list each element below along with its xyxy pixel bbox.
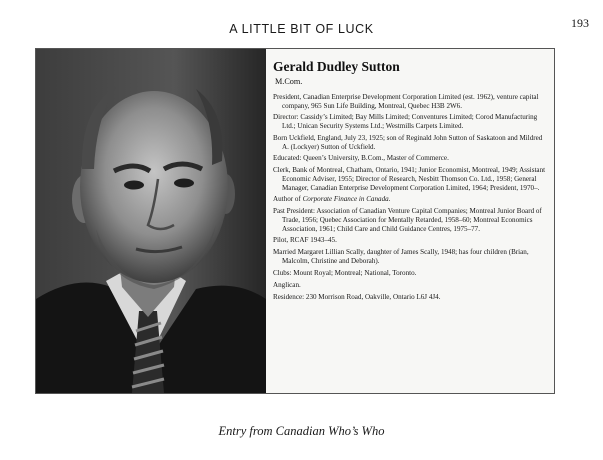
entry-born: Born Uckfield, England, July 23, 1925; son of Reginald John Sutton of Saskatoon and Mildred A. (Lockyer) Sutton of Uckfield. [273,133,543,151]
entry-past-president: Past President: Association of Canadian Venture Capital Companies; Montreal Junior Board of Trade, 1956; Quebec Association for Mentally Retarded, 1958–60; Montreal Economics Association, 1961; Child Care and Child Guidance Centres, 1975–77. [273,207,542,233]
entry-educated: Educated: Queen’s University, B.Com., Master of Commerce. [273,154,449,163]
entry-president: President, Canadian Enterprise Development Corporation Limited (est. 1962), venture capital company, 965 Sun Life Building, Montreal, Quebec H3B 2W6. [273,93,539,110]
entry-career: Clerk, Bank of Montreal, Chatham, Ontario, 1941; Junior Economist, Montreal, 1949; Assistant Economic Adviser, 1955; Director of Research, Nesbitt Thomson Co. Ltd., 1958; General Manager, Canadian Enterprise Development Corporation Limited, 1964; President, 1970–. [273,166,546,192]
entry-married: Married Margaret Lillian Scally, daughter of James Scally, 1948; has four children (Brian, Malcolm, Christine and Deborah). [273,248,529,265]
figure-caption: Entry from Canadian Who’s Who [218,424,385,438]
running-head: A LITTLE BIT OF LUCK [229,22,374,36]
entry-degree: M.Com. [275,77,303,86]
biography-text [273,59,550,304]
whos-who-entry-card [35,48,555,394]
portrait-photo [36,49,266,393]
author-prefix: Author of [273,195,303,204]
entry-name: Gerald Dudley Sutton [273,59,400,74]
entry-author [273,195,550,204]
entry-religion: Anglican. [273,280,301,289]
entry-residence: Residence: 230 Morrison Road, Oakville, Ontario L6J 4J4. [273,292,441,301]
entry-clubs: Clubs: Mount Royal; Montreal; National, Toronto. [273,268,417,277]
entry-pilot: Pilot, RCAF 1943–45. [273,236,337,245]
author-suffix: . [388,195,391,204]
entry-director: Director: Cassidy’s Limited; Bay Mills Limited; Conventures Limited; Corod Manufacturing Ltd.; Unican Security Systems Ltd.; Westmills Carpets Limited. [273,113,538,131]
book-title: Corporate Finance in Canada [302,195,389,204]
page-number: 193 [571,16,589,30]
